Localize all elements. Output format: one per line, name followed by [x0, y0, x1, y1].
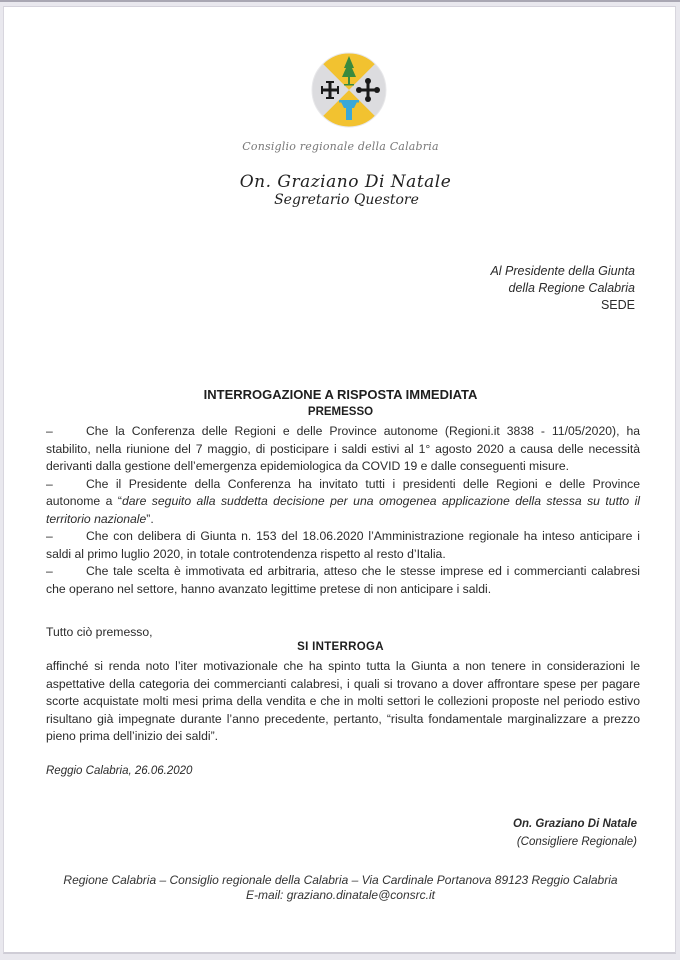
dash-bullet: –: [46, 476, 53, 491]
premise-text: Che il Presidente della Conferenza ha invitato tutti i presidenti delle Regioni e delle Province autonome a “: [46, 476, 640, 508]
signature-block: [513, 815, 637, 851]
recipient-line-3: SEDE: [600, 298, 635, 312]
premise-text: Che tale scelta è immotivata ed arbitraria, atteso che le stesse imprese ed i commercianti calabresi che operano nel settore, hanno avanzato legittime pretese di non anticipare i saldi.: [46, 564, 640, 596]
premise-text: Che con delibera di Giunta n. 153 del 18.06.2020 l’Amministrazione regionale ha inteso anticipare i saldi al primo luglio 2020, in totale controtendenza rispetto al resto d’Italia.: [46, 529, 640, 561]
letterhead-footer: [4, 873, 677, 903]
coat-of-arms-icon: [309, 50, 389, 130]
recipient-line-1: Al Presidente della Giunta: [490, 264, 635, 278]
premise-paragraph: [46, 563, 640, 598]
signature-name: On. Graziano Di Natale: [513, 818, 637, 830]
interroga-text: affinché si renda noto l’iter motivazionale che ha spinto tutta la Giunta a non tenere in considerazioni le aspettative della categoria dei commercianti calabresi, i quali si trovano a dover affrontare spese per pagare scorte acquistate molti mesi prima della vendita e che in molti settori le collezioni proposte nel periodo estivo risultano già impegnate durante l’anno precedente, pertanto, “risulta fondamentale marginalizzare a prezzo pieno prima dell’inizio dei saldi”.: [46, 659, 640, 743]
premise-paragraph: [46, 476, 640, 529]
premise-paragraph: [46, 528, 640, 563]
place-date: Reggio Calabria, 26.06.2020: [46, 765, 193, 777]
premise-paragraph: [46, 423, 640, 476]
premises-section: [46, 423, 640, 598]
document-title: INTERROGAZIONE A RISPOSTA IMMEDIATA: [203, 387, 478, 402]
letterhead-name: On. Graziano Di Natale: [239, 172, 452, 192]
interroga-heading: SI INTERROGA: [297, 641, 384, 653]
footer-address: Regione Calabria – Consiglio regionale della Calabria – Via Cardinale Portanova 89123 Reggio Calabria: [63, 873, 618, 887]
dash-bullet: –: [46, 564, 53, 578]
council-name: Consiglio regionale della Calabria: [242, 140, 439, 153]
signature-role: (Consigliere Regionale): [516, 836, 637, 848]
transition-text: Tutto ciò premesso,: [46, 625, 153, 639]
premise-heading: PREMESSO: [307, 406, 374, 418]
interroga-section: [46, 658, 640, 746]
letterhead-title: Segretario Questore: [274, 192, 419, 208]
viewer-top-bar: [0, 0, 680, 2]
recipient-line-2: della Regione Calabria: [508, 281, 635, 295]
footer-email: E-mail: graziano.dinatale@consrc.it: [246, 888, 435, 902]
dash-bullet: –: [46, 424, 53, 438]
document-page: [3, 6, 676, 954]
premise-text-after: ”.: [146, 511, 154, 526]
premise-quote: dare seguito alla suddetta decisione per una omogenea applicazione della stessa su tutto il territorio nazionale: [46, 494, 640, 526]
premise-text: Che la Conferenza delle Regioni e delle Province autonome (Regioni.it 3838 - 11/05/2020), ha stabilito, nella riunione del 7 maggio, di posticipare i saldi estivi al 1° agosto 2020 a causa delle necessità derivanti dalla gestione dell’emergenza epidemiologica da COVID 19 e dalle conseguenti misure.: [46, 424, 640, 473]
dash-bullet: –: [46, 529, 53, 543]
recipient-block: [490, 263, 635, 314]
letterhead-signatory: [4, 173, 677, 209]
